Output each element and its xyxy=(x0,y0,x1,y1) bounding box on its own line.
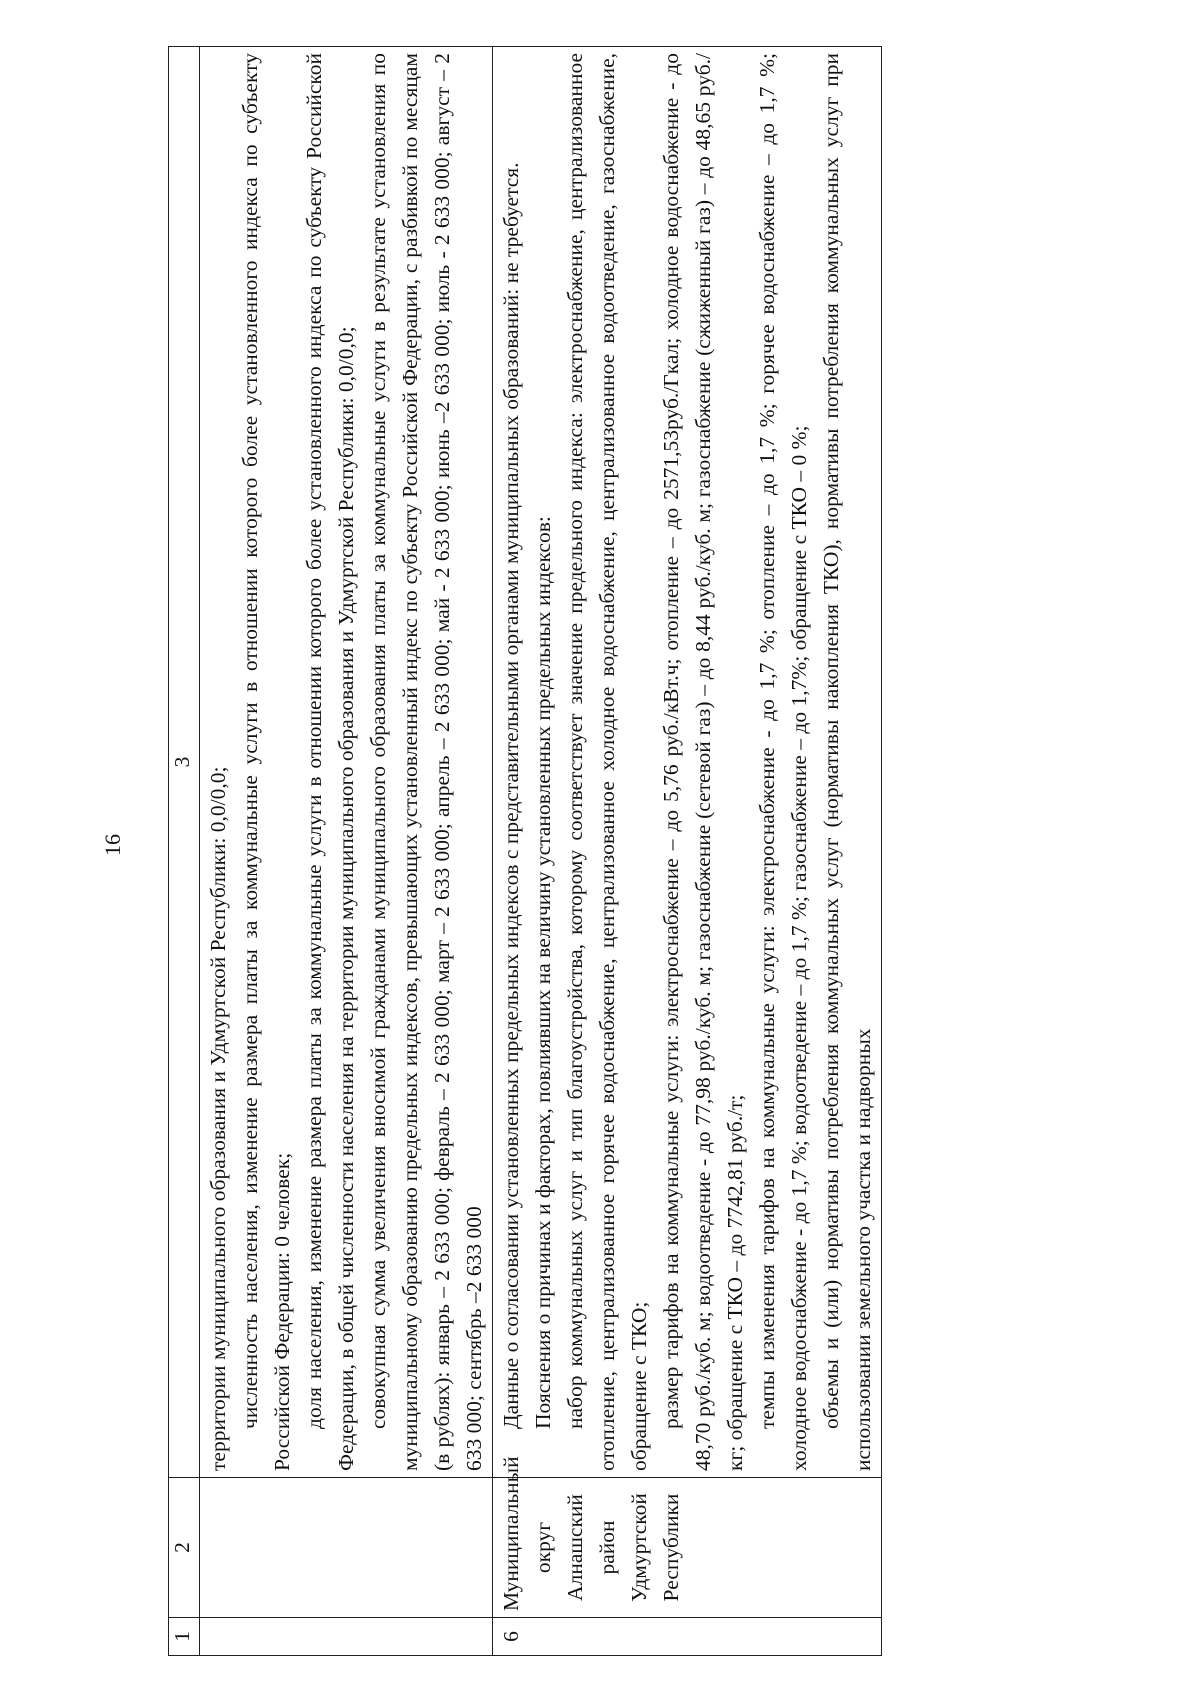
municipality-name: Муниципальный округ Алнашский район Удмуртской Республики xyxy=(493,1478,882,1618)
table-row xyxy=(200,47,493,1656)
row-number xyxy=(200,1618,493,1656)
municipality-name xyxy=(200,1478,493,1618)
table-header-row xyxy=(169,47,200,1656)
paragraph: доля населения, изменение размера платы за коммунальные услуги в отношении которого более установленного индекса по субъекту Российской Федерации, в общей численности населения на территории муниципального образования и Удмуртской Республики: 0,0/0,0; xyxy=(302,53,358,1471)
paragraph: Данные о согласовании установленных предельных индексов с представительными органами муниципальных образований: не требуется. xyxy=(499,162,523,1429)
paragraph: объемы и (или) нормативы потребления коммунальных услуг (нормативы накопления ТКО), нормативы потребления коммунальных услуг при использовании земельного участка и надворных xyxy=(819,53,875,1471)
document-table xyxy=(168,46,882,1656)
row-number: 6 xyxy=(493,1618,882,1656)
column-header-1: 1 xyxy=(169,1618,200,1656)
row-text xyxy=(493,47,882,1478)
paragraph: численность населения, изменение размера платы за коммунальные услуги в отношении которого более установленного индекса по субъекту Российской Федерации: 0 человек; xyxy=(238,53,294,1471)
table-row xyxy=(493,47,882,1656)
column-header-2: 2 xyxy=(169,1478,200,1618)
paragraph: совокупная сумма увеличения вносимой гражданами муниципального образования платы за коммунальные услуги в результате установления по муниципальному образованию предельных индексов, превышающих установленный индекс по субъекту Российской Федерации, с разбивкой по месяцам (в рублях): январь – 2 633 000; февраль – 2 633 000; март – 2 633 000; апрель – 2 633 000; май - 2 633 000; июнь –2 633 000; июль - 2 633 000; август – 2 633 000; сентябрь –2 633 000 xyxy=(366,53,486,1471)
paragraph: размер тарифов на коммунальные услуги: электроснабжение – до 5,76 руб./кВт.ч; отопление – до 2571,53руб./Гкал; холодное водоснабжение - до 48,70 руб./куб. м; водоотведение - до 77,98 руб./куб. м; газоснабжение (сетевой газ) – до 8,44 руб./куб. м; газоснабжение (сжиженный газ) – до 48,65 руб./кг; обращение с ТКО – до 7742,81 руб./т; xyxy=(659,53,747,1471)
paragraph: набор коммунальных услуг и тип благоустройства, которому соответствует значение предельного индекса: электроснабжение, централизованное отопление, централизованное горячее водоснабжение, централизованное холодное водоснабжение, централизованное водоотведение, газоснабжение, обращение с ТКО; xyxy=(563,53,651,1471)
column-header-3: 3 xyxy=(169,47,200,1478)
paragraph: Пояснения о причинах и факторах, повлиявших на величину установленных предельных индексов: xyxy=(531,516,555,1429)
row-text xyxy=(200,47,493,1478)
page-number: 16 xyxy=(100,834,125,856)
paragraph: темпы изменения тарифов на коммунальные услуги: электроснабжение - до 1,7 %; отопление – до 1,7 %; горячее водоснабжение – до 1,7 %; холодное водоснабжение - до 1,7 %; водоотведение – до 1,7 %; газоснабжение – до 1,7%; обращение с ТКО – 0 %; xyxy=(755,53,811,1471)
paragraph: территории муниципального образования и Удмуртской Республики: 0,0/0,0; xyxy=(206,766,230,1471)
